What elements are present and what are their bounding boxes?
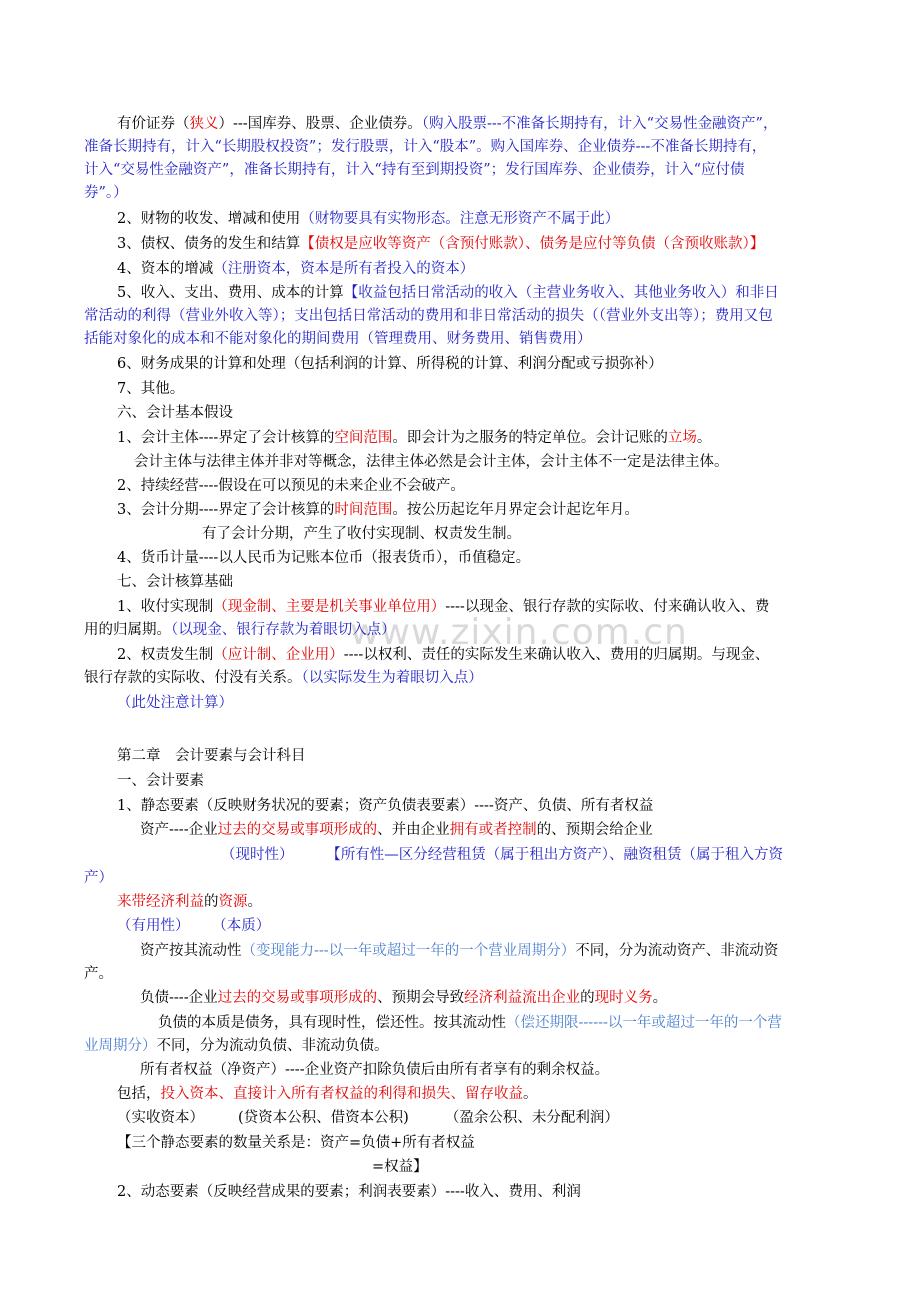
text-run: 过去的交易或事项形成的 <box>217 990 378 1006</box>
text-run: 不同，分为流动负债、非流动负债。 <box>156 1038 389 1054</box>
text-run: 【三个静态要素的数量关系是：资产=负债+所有者权益 <box>117 1135 475 1151</box>
text-run: 的 <box>204 894 219 910</box>
text-run: 。 <box>696 430 712 446</box>
text-run: （偿还期限------以一年或超过一年的一个营 <box>506 1015 782 1031</box>
text-line <box>117 1108 619 1128</box>
text-run: 产。 <box>84 966 113 982</box>
text-run: 2、动态要素（反映经营成果的要素；利润表要素）----收入、费用、利润 <box>117 1184 581 1200</box>
text-run: 包括， <box>117 1086 161 1102</box>
text-run: 1、会计主体----界定了会计核算的 <box>117 430 335 446</box>
text-run: （此处注意计算） <box>117 695 233 711</box>
text-run: 7、其他。 <box>117 381 185 397</box>
text-line <box>84 668 483 688</box>
text-line <box>117 746 306 766</box>
text-run: 会计主体与法律主体并非对等概念，法律主体必然是会计主体，会计主体不一定是法律主体。 <box>134 454 729 470</box>
text-line <box>140 820 653 840</box>
text-run: 4、资本的增减 <box>117 261 214 277</box>
text-run: 不同，分为流动资产、非流动资 <box>575 943 779 959</box>
text-run: 一、会计要素 <box>117 773 204 789</box>
text-run: 狭义 <box>189 116 219 132</box>
text-line <box>84 868 113 888</box>
text-run: 拥有或者控制 <box>449 822 537 838</box>
text-run: 过去的交易或事项形成的 <box>217 822 378 838</box>
text-run: 产） <box>84 870 113 886</box>
text-line <box>84 306 773 326</box>
text-run: 券”。） <box>84 185 128 201</box>
text-run: 所有者权益（净资产）----企业资产扣除负债后由所有者享有的剩余权益。 <box>140 1062 610 1078</box>
text-run: 有价证券（ <box>117 116 190 132</box>
text-run: （变现能力---以一年或超过一年的一个营业周期分） <box>241 943 576 959</box>
text-line <box>117 283 779 303</box>
text-run: （财物要具有实物形态。注意无形资产不属于此） <box>300 211 620 227</box>
text-run: (贷资本公积、借资本公积) <box>238 1110 409 1126</box>
text-line <box>84 160 745 180</box>
text-line <box>158 1013 782 1033</box>
text-run: 负债----企业 <box>140 990 218 1006</box>
text-run: （盈余公积、未分配利润） <box>444 1110 619 1126</box>
watermark: www.zixin.com.cn <box>350 612 688 653</box>
text-run: 资产----企业 <box>140 822 218 838</box>
text-line <box>117 892 262 912</box>
text-line <box>84 620 396 640</box>
text-run: 负债的本质是债务，具有现时性，偿还性。按其流动性 <box>158 1015 506 1031</box>
text-run: 第二章 会计要素与会计科目 <box>117 748 306 764</box>
text-line <box>117 771 204 791</box>
text-run: 4、货币计量----以人民币为记账本位币（报表货币），币值稳定。 <box>117 550 531 566</box>
text-run: 用的归属期。 <box>84 622 171 638</box>
text-run: 空间范围 <box>334 430 393 446</box>
text-run: 时间范围 <box>334 502 393 518</box>
text-run: 【债权是应收等资产（含预付账款）、债务是应付等负债（含预收账款）】 <box>300 236 765 252</box>
text-line <box>117 572 233 592</box>
text-run: 。 <box>247 894 262 910</box>
text-run: 七、会计核算基础 <box>117 574 233 590</box>
text-run: 、并由企业 <box>377 822 450 838</box>
text-run: （以现金、银行存款为着眼切入点） <box>171 622 396 638</box>
text-run: 3、会计分期----界定了会计核算的 <box>117 502 335 518</box>
text-line <box>117 354 663 374</box>
text-line <box>117 428 711 448</box>
text-line <box>117 234 764 254</box>
text-run: ）---国库券、股票、企业债券。 <box>218 116 422 132</box>
text-run: 【所有性—区分经营租赁（属于租出方资产）、融资租赁（属于租入方资 <box>333 847 783 863</box>
text-line <box>117 796 653 816</box>
text-line <box>117 259 474 279</box>
text-line <box>140 1060 609 1080</box>
text-line <box>84 137 766 157</box>
text-run: 现时义务 <box>594 990 653 1006</box>
text-line <box>117 209 619 229</box>
text-line <box>221 845 783 865</box>
text-run: 资产按其流动性 <box>140 943 242 959</box>
text-run: 计入“交易性金融资产”，准备长期持有，计入“持有至到期投资”；发行国库券、企业债券，计入“应付债 <box>84 162 745 178</box>
text-line <box>84 1036 389 1056</box>
text-line <box>84 183 128 203</box>
text-line <box>117 114 777 134</box>
text-run: 2、权责发生制 <box>117 647 214 663</box>
text-run: 经济利益流出企业 <box>464 990 581 1006</box>
text-line <box>84 964 113 984</box>
text-run: （现时性） <box>221 847 294 863</box>
text-run: 2、财物的收发、增减和使用 <box>117 211 301 227</box>
text-run: （购入股票---不准备长期持有，计入“交易性金融资产”， <box>421 116 778 132</box>
text-line <box>117 379 184 399</box>
text-run: 有了会计分期，产生了收付实现制、权责发生制。 <box>202 526 521 542</box>
text-run: 5、收入、支出、费用、成本的计算 <box>117 285 344 301</box>
text-run: （注册资本，资本是所有者投入的资本） <box>213 261 475 277</box>
text-run: （应计制、企业用） <box>213 647 344 663</box>
text-run: 3、债权、债务的发生和结算 <box>117 236 301 252</box>
text-run: 准备长期持有，计入“长期股权投资”；发行股票，计入“股本”。购入国库券、企业债券---不准备长期持有， <box>84 139 767 155</box>
text-run: 资源 <box>218 894 248 910</box>
text-run: （本质） <box>219 918 271 934</box>
text-line <box>117 548 530 568</box>
text-run: 来带经济利益 <box>117 894 204 910</box>
text-line <box>117 916 270 936</box>
text-run: ----以权利、责任的实际发生来确认收入、费用的归属期。与现金、 <box>343 647 770 663</box>
text-line <box>134 452 729 472</box>
text-run: 。 <box>652 990 668 1006</box>
text-line <box>117 403 233 423</box>
text-run: 【收益包括日常活动的收入（主营业务收入、其他业务收入）和非日 <box>343 285 779 301</box>
text-run: 的、预期会给企业 <box>536 822 653 838</box>
text-line <box>84 329 592 349</box>
text-run: 业周期分） <box>84 1038 157 1054</box>
text-run: 。即会计为之服务的特定单位。会计记账的 <box>392 430 668 446</box>
text-line <box>117 1182 581 1202</box>
text-line <box>117 597 769 617</box>
text-run: 银行存款的实际收、付没有关系。 <box>84 670 302 686</box>
text-run: 。 <box>523 1086 538 1102</box>
text-line <box>117 693 233 713</box>
text-line <box>117 500 639 520</box>
text-run: 。按公历起讫年月界定会计起讫年月。 <box>392 502 639 518</box>
text-run: （实收资本） <box>117 1110 204 1126</box>
text-run: （以实际发生为着眼切入点） <box>301 670 483 686</box>
text-line <box>202 524 521 544</box>
text-run: 投入资本、直接计入所有者权益的利得和损失、留存收益 <box>160 1086 523 1102</box>
text-run: 2、持续经营----假设在可以预见的未来企业不会破产。 <box>117 478 465 494</box>
text-line <box>140 988 667 1008</box>
text-run: 1、静态要素（反映财务状况的要素；资产负债表要素）----资产、负债、所有者权益 <box>117 798 654 814</box>
text-run: ----以现金、银行存款的实际收、付来确认收入、费 <box>445 599 770 615</box>
text-run: 括能对象化的成本和不能对象化的期间费用（管理费用、财务费用、销售费用） <box>84 331 592 347</box>
text-run: 6、财务成果的计算和处理（包括利润的计算、所得税的计算、利润分配或亏损弥补） <box>117 356 663 372</box>
text-line <box>117 1133 475 1153</box>
text-line <box>117 476 465 496</box>
text-line <box>372 1157 428 1177</box>
text-run: （有用性） <box>117 918 190 934</box>
text-run: 立场 <box>667 430 697 446</box>
text-run: 常活动的利得（营业外收入等）；支出包括日常活动的费用和非日常活动的损失（（营业外支出等）；费用又包 <box>84 308 773 324</box>
text-run: 六、会计基本假设 <box>117 405 233 421</box>
text-line <box>140 941 778 961</box>
text-line <box>117 1084 538 1104</box>
text-run: （现金制、主要是机关事业单位用） <box>213 599 446 615</box>
text-run: 、预期会导致 <box>377 990 465 1006</box>
text-run: 的 <box>580 990 595 1006</box>
text-line <box>117 645 769 665</box>
text-run: 1、收付实现制 <box>117 599 214 615</box>
text-run: =权益】 <box>372 1159 428 1175</box>
